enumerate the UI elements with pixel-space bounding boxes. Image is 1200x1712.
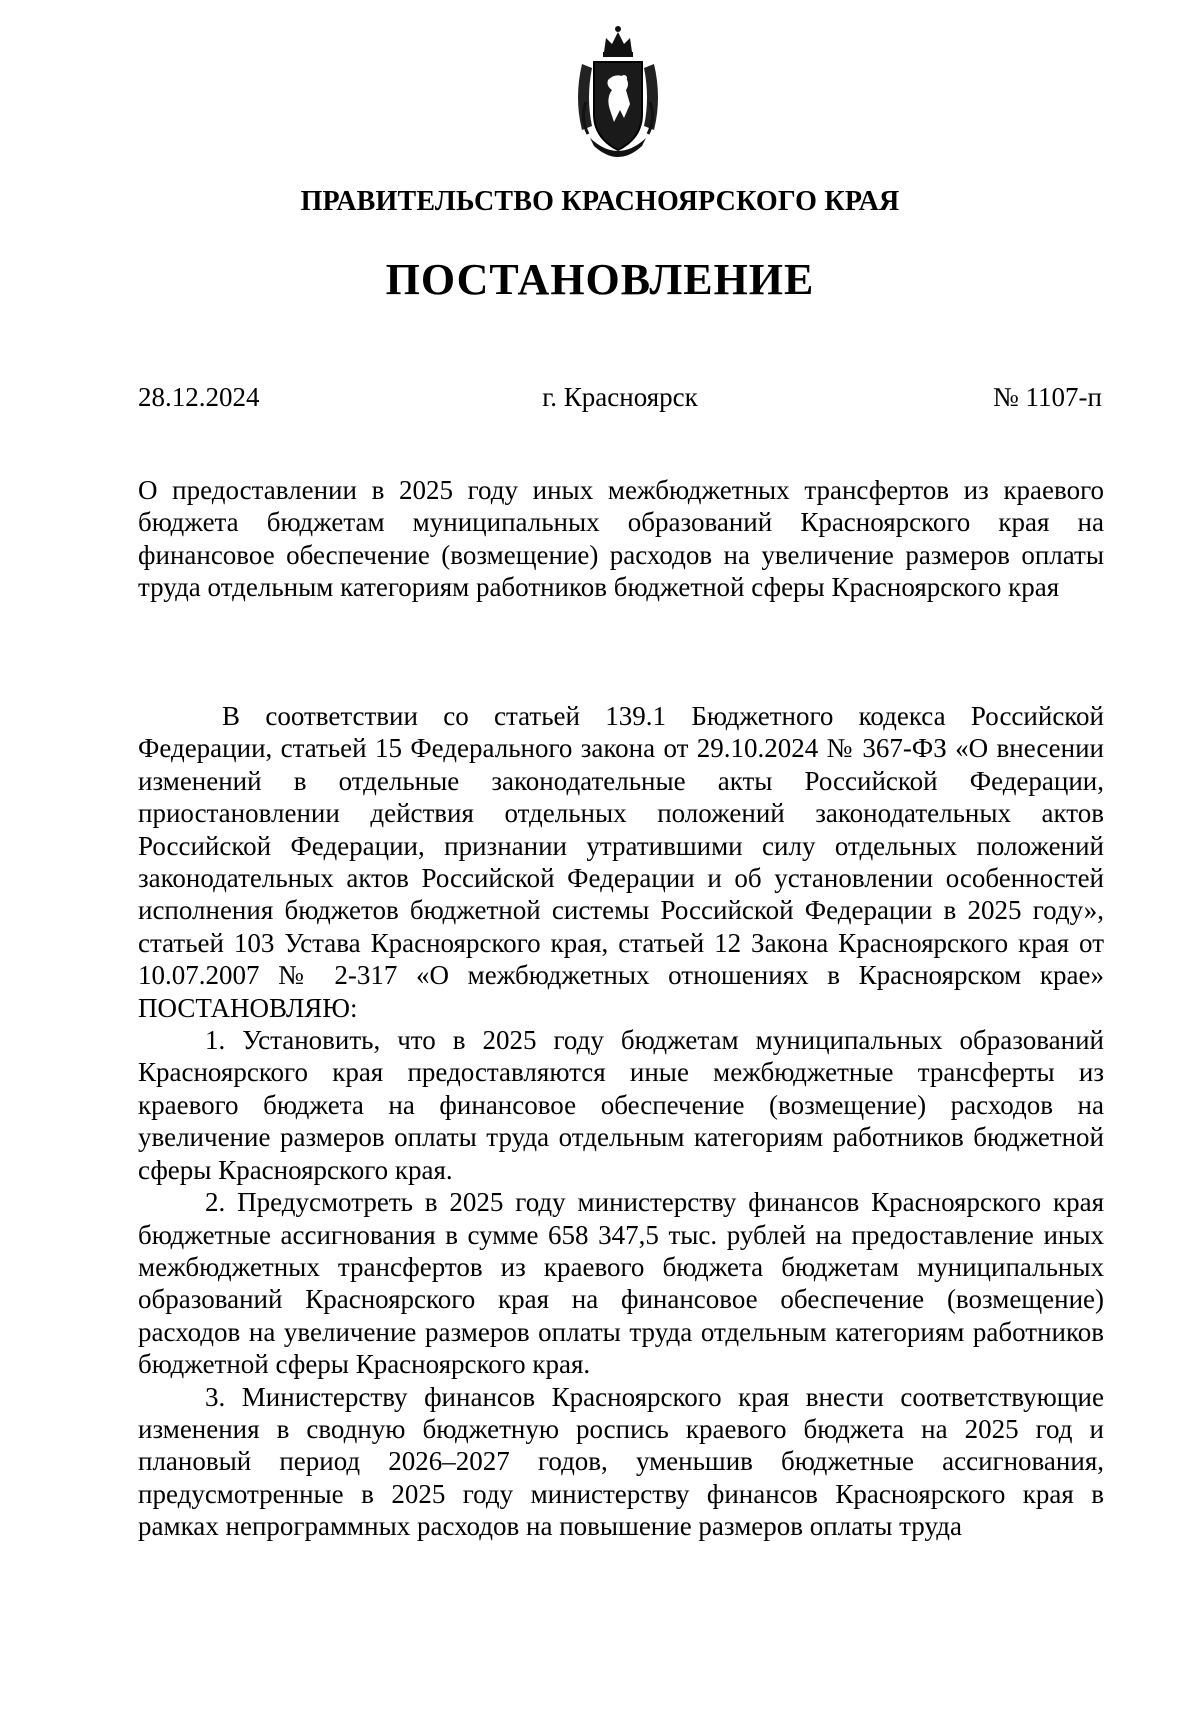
document-subject: О предоставлении в 2025 году иных межбюджетных трансфертов из краевого бюджета бюджетам муниципальных образований Красноярского края на финансовое обеспечение (возмещение) расходов на увеличение размеров оплаты труда отдельным категориям работников бюджетной сферы Красноярского края	[138, 475, 1104, 603]
coat-of-arms-icon	[568, 18, 668, 168]
clause-paragraph-1: 1. Установить, что в 2025 году бюджетам муниципальных образований Красноярского края предоставляются иные межбюджетные трансферты из краевого бюджета на финансовое обеспечение (возмещение) расходов на увеличение размеров оплаты труда отдельным категориям работников бюджетной сферы Красноярского края.	[138, 1025, 1104, 1185]
document-date: 28.12.2024	[138, 382, 260, 412]
document-meta-row	[138, 382, 1102, 418]
government-title: ПРАВИТЕЛЬСТВО КРАСНОЯРСКОГО КРАЯ	[300, 186, 900, 217]
clause-paragraph-2: 2. Предусмотреть в 2025 году министерству финансов Красноярского края бюджетные ассигнования в сумме 658 347,5 тыс. рублей на предоставление иных межбюджетных трансфертов из краевого бюджета бюджетам муниципальных образований Красноярского края на финансовое обеспечение (возмещение) расходов на увеличение размеров оплаты труда отдельным категориям работников бюджетной сферы Красноярского края.	[138, 1187, 1104, 1380]
clause-paragraph-3: 3. Министерству финансов Красноярского края внести соответствующие изменения в сводную бюджетную роспись краевого бюджета на 2025 год и плановый период 2026–2027 годов, уменьшив бюджетные ассигнования, предусмотренные в 2025 году министерству финансов Красноярского края в рамках непрограммных расходов на повышение размеров оплаты труда	[138, 1381, 1104, 1542]
document-type-title: ПОСТАНОВЛЕНИЕ	[385, 255, 815, 304]
preamble-paragraph: В соответствии со статьей 139.1 Бюджетного кодекса Российской Федерации, статьей 15 Федерального закона от 29.10.2024 № 367-ФЗ «О внесении изменений в отдельные законодательные акты Российской Федерации, приостановлении действия отдельных положений законодательных актов Российской Федерации, признании утратившими силу отдельных положений законодательных актов Российской Федерации и об установлении особенностей исполнения бюджетов бюджетной системы Российской Федерации в 2025 году», статьей 103 Устава Красноярского края, статьей 12 Закона Красноярского края от 10.07.2007 № 2-317 «О межбюджетных отношениях в Красноярском крае» ПОСТАНОВЛЯЮ:	[138, 701, 1104, 1023]
document-number: № 1107-п	[993, 382, 1102, 412]
document-body	[138, 700, 1104, 1543]
document-city: г. Красноярск	[542, 382, 698, 412]
